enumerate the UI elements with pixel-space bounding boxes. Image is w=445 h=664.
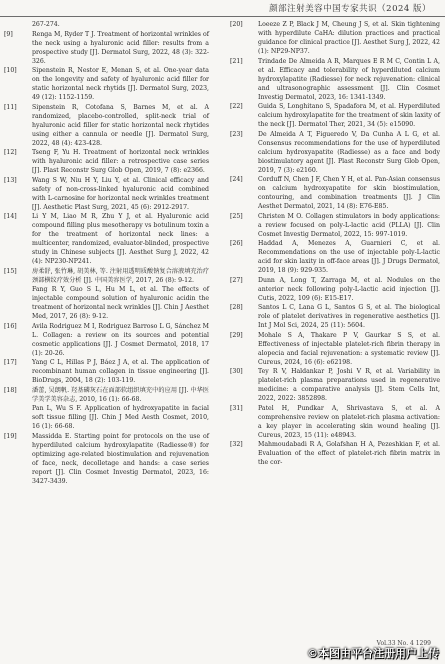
reference-number: [26] xyxy=(230,240,243,247)
reference-text: De Almeida A T, Figueredo V, Da Cunha A L G, et al. Consensus recommendations for the use of hyperdiluted calcium hydroxyapatite (Radiesse) as a face and body biostimulatory agent [J]. Plast Reconstr Surg Glob Open, 2019, 7 (3): e2160. xyxy=(258,130,440,174)
reference-number: [18] xyxy=(4,386,17,394)
reference-number: [23] xyxy=(230,130,243,138)
reference-entry xyxy=(230,212,440,239)
reference-entry xyxy=(230,20,440,56)
reference-entry xyxy=(4,432,209,486)
reference-number: [12] xyxy=(4,149,17,156)
reference-text: Yang C L, Hillas P J, Báez J A, et al. The application of recombinant human collagen in tissue engineering [J]. BioDrugs, 2004, 18 (2): 103-119. xyxy=(32,359,209,384)
reference-number: [25] xyxy=(230,212,243,220)
reference-entry xyxy=(230,404,440,440)
reference-text: Mohale S A, Thakare P V, Gaurkar S S, et al. Effectiveness of injectable platelet-rich fibrin therapy in alopecia and facial rejuvenation: a systematic review [J]. Cureus, 2024, 16 (6): e62198. xyxy=(258,331,440,366)
reference-text: Tseng F, Yu H. Treatment of horizontal neck wrinkles with hyaluronic acid filler: a retrospective case series [J]. Plast Reconstr Surg Glob Open, 2019, 7 (8): e2366. xyxy=(32,149,209,174)
reference-entry xyxy=(4,103,209,148)
reference-text: Pan L, Wu S F. Application of hydroxyapatite in facial soft tissue filling [J]. Chin J Med Aesth Cosmet, 2010, 16 (1): 66-68. xyxy=(32,405,209,430)
reference-number: [20] xyxy=(230,21,243,28)
reference-column-left xyxy=(4,20,209,486)
watermark-text: ©本图由平台注册用户上传 xyxy=(307,647,439,660)
reference-text: Fang R Y, Guo S L, Hu M L, et al. The effects of injectable compound solution of hyaluronic acidin the treatment of horizontal neck wrinkles [J]. Chin J Aesthet Med, 2017, 26 (8): 9-12. xyxy=(32,286,209,320)
reference-text: Santos L C, Lana G L, Santos G S, et al. The biological role of platelet derivatives in regenerative aesthetics [J]. Int J Mol Sci, 2024, 25 (11): 5604. xyxy=(258,304,440,329)
reference-column-right xyxy=(230,20,440,468)
reference-text: Li Y M, Liao M R, Zhu Y J, et al. Hyaluronic acid compound filling plus mesotherapy vs botulinum toxin a for the treatment of horizontal neck lines: a multicenter, randomized, evaluator-blinded, prospective study in Chinese subjects [J]. Aesthet Surg J, 2022, 42 (4): NP230-NP241. xyxy=(32,213,209,265)
reference-entry xyxy=(4,358,209,385)
reference-entry xyxy=(4,386,209,404)
reference-text: Wang S W, Niu H Y, Liu Y, et al. Clinical efficacy and safety of non-cross-linked hyaluronic acid combined with L-carnosine for horizontal neck wrinkles treatment [J]. Aesthetic Plast Surg, 2021, 45 (6): 2912-2917. xyxy=(32,176,209,211)
reference-entry xyxy=(4,20,209,29)
reference-entry xyxy=(4,30,209,66)
reference-number: [22] xyxy=(230,103,243,110)
reference-number: [24] xyxy=(230,176,243,183)
reference-text: Patel H, Pundkar A, Shrivastava S, et al. A comprehensive review on platelet-rich plasma activation: a key player in accelerating skin wound healing [J]. Cureus, 2023, 15 (11): e48943. xyxy=(258,404,440,439)
reference-text: Corduff N, Chen J F, Chen Y H, et al. Pan-Asian consensus on calcium hydroxyapatite for skin biostimulation, contouring, and combination treatments [J]. J Clin Aesthet Dermatol, 2021, 14 (8): E76-E85. xyxy=(258,176,440,210)
reference-text: Dunn A, Long T, Zarraga M, et al. Nodules on the anterior neck following poly-L-lactic acid injection [J]. Cutis, 2022, 109 (6): E15-E17. xyxy=(258,276,440,302)
reference-text: 房柔舒, 张竹琳, 胡美林, 等. 注射用透明质酸钠复合溶液填充治疗颈部横纹疗效分析 [J]. 中国美容医学, 2017, 26 (8): 9-12. xyxy=(32,267,209,284)
reference-entry xyxy=(4,66,209,102)
reference-entry xyxy=(230,440,440,467)
reference-entry xyxy=(230,130,440,175)
reference-text: Massidda E. Starting point for protocols on the use of hyperdiluted calcium hydroxylapatite (Radiesse®) for optimizing age-related biostimulation and rejuvenation of face, neck, decolletage and hands: a case series report [J]. Clin Cosmet Investig Dermatol, 2023, 16: 3427-3439. xyxy=(32,432,209,485)
reference-number: [15] xyxy=(4,267,17,275)
reference-text: 潘蕾, 吴朗帆. 羟基磷灰石在面部软组织填充中的应用 [J]. 中华医学美学美容杂志, 2010, 16 (1): 66-68. xyxy=(32,386,209,403)
reference-entry xyxy=(230,276,440,303)
reference-text: Tey R V, Haldankar P, Joshi V R, et al. Variability in platelet-rich plasma preparations used in regenerative medicine: a comparative analysis [J]. Stem Cells Int, 2022, 2022: 3852898. xyxy=(258,368,440,402)
reference-text: Sipenstein R, Cotofana S, Barnes M, et al. A randomized, placebo-controlled, split-neck trial of hyaluronic acid filler for static horizontal neck rhytides using either a cannula or needle [J]. Dermatol Surg, 2022, 48 (4): 423-428. xyxy=(32,103,209,147)
reference-entry xyxy=(230,102,440,129)
reference-number: [31] xyxy=(230,404,243,412)
page-footer: Vol.33 No. 4 1299 xyxy=(376,640,431,647)
journal-title: 颜部注射美容中国专家共识（2024 版） xyxy=(269,4,431,14)
reference-text: Sipenstein R, Nestor E, Menan S, et al. One-year data on the longevity and safety of hyaluronic acid filler for static horizontal neck rhytids [J]. Dermatol Surg, 2023, 49 (12): 1152-1159. xyxy=(32,67,209,101)
reference-number: [14] xyxy=(4,213,17,220)
reference-entry xyxy=(4,267,209,285)
reference-entry xyxy=(230,303,440,330)
reference-text: Trindade De Almeida A R, Marques E R M C, Contin L A, et al. Efficacy and tolerability of hyperdiluted calcium hydroxylapatite (Radiesse) for neck rejuvenation: clinical and ultrasonographic assessment [J]. Clin Cosmet Investig Dermatol, 2023, 16: 1341-1349. xyxy=(258,57,440,101)
reference-entry xyxy=(230,57,440,102)
reference-text: Haddad A, Menezes A, Guarnieri C, et al. Recommendations on the use of injectable poly-L-lactic acid for skin laxity in off-face areas [J]. J Drugs Dermatol, 2019, 18 (9): 929-935. xyxy=(258,240,440,274)
reference-number: [10] xyxy=(4,67,17,74)
reference-number: [29] xyxy=(230,331,243,339)
reference-number: [17] xyxy=(4,359,17,366)
reference-number: [19] xyxy=(4,432,17,440)
reference-number: [30] xyxy=(230,368,243,375)
reference-entry xyxy=(230,239,440,275)
reference-entry xyxy=(4,322,209,358)
reference-entry xyxy=(4,285,209,321)
reference-number: [32] xyxy=(230,441,243,448)
reference-number: [16] xyxy=(4,322,17,330)
reference-text: Avila Rodriguez M I, Rodriguez Barroso L G, Sánchez M L. Collagen: a review on its sources and potential cosmetic applications [J]. J Cosmet Dermatol, 2018, 17 (1): 20-26. xyxy=(32,322,209,357)
reference-number: [13] xyxy=(4,176,17,184)
reference-number: [11] xyxy=(4,103,17,111)
reference-entry xyxy=(4,176,209,212)
reference-text: Mahmoudabadi R A, Golafshan H A, Pezeshkian F, et al. Evaluation of the effect of platelet-rich fibrin matrix in the cor- xyxy=(258,441,440,466)
reference-number: [21] xyxy=(230,57,243,65)
reference-text: Renga M, Ryder T J. Treatment of horizontal wrinkles of the neck using a hyaluronic acid filler: results from a prospective study [J]. Dermatol Surg, 2022, 48 (3): 322-326. xyxy=(32,30,209,65)
reference-entry xyxy=(4,212,209,266)
reference-entry xyxy=(230,331,440,367)
reference-entry xyxy=(230,367,440,403)
reference-entry xyxy=(4,404,209,431)
reference-entry xyxy=(4,148,209,175)
reference-text: Loeeze Z P, Black J M, Cheung J S, et al. Skin tightening with hyperdilute CaHA: dilution practices and practical guidance for clinical practice [J]. Aesthet Surg J, 2022, 42 (1): NP29-NP37. xyxy=(258,21,440,55)
reference-text: 267-274. xyxy=(32,21,60,28)
reference-number: [9] xyxy=(4,30,13,38)
reference-text: Christen M O. Collagen stimulators in body applications: a review focused on poly-L-lactic acid (PLLA) [J]. Clin Cosmet Investig Dermatol, 2022, 15: 997-1019. xyxy=(258,212,440,238)
running-header xyxy=(0,0,445,17)
reference-entry xyxy=(230,175,440,211)
reference-text: Guida S, Longhitano S, Spadafora M, et al. Hyperdiluted calcium hydroxylapatite for the treatment of skin laxity of the neck [J]. Dermatol Ther, 2021, 34 (5): e15090. xyxy=(258,103,440,128)
reference-number: [28] xyxy=(230,304,243,311)
reference-number: [27] xyxy=(230,276,243,284)
